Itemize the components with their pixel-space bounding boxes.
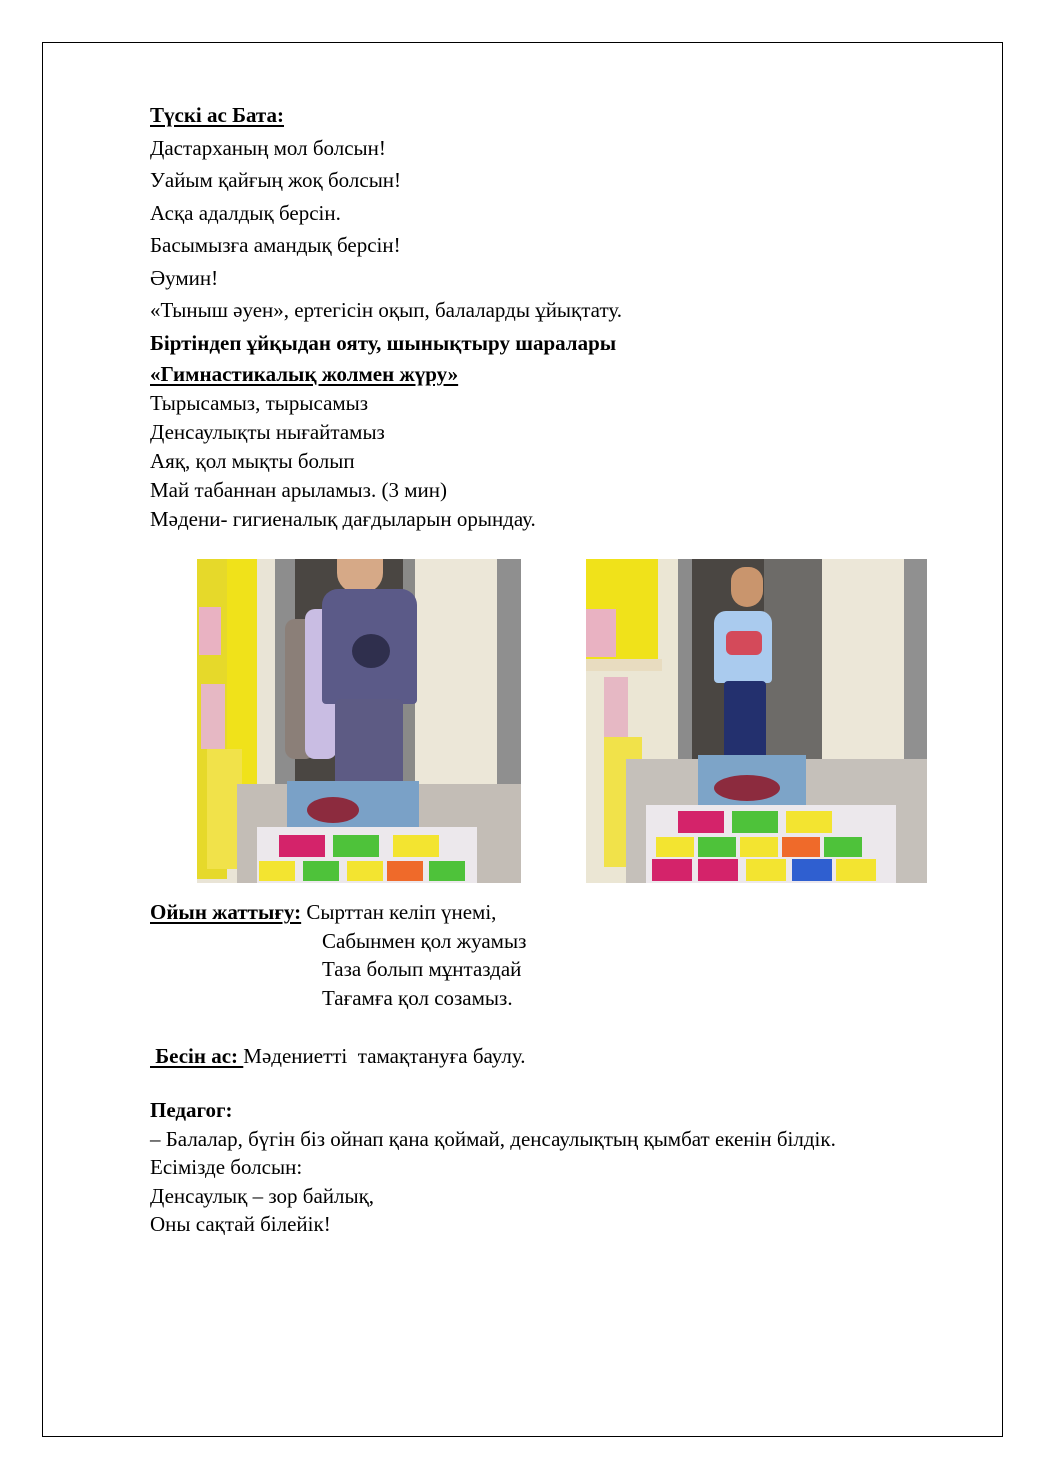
- lunch-line: Уайым қайғың жоқ болсын!: [150, 168, 402, 192]
- teacher-line: – Балалар, бүгін біз ойнап қана қоймай, денсаулықтың қымбат екенін білдік.: [150, 1126, 836, 1151]
- wakeup-subheading: «Гимнастикалық жолмен жүру»: [150, 361, 459, 386]
- snack-text: Мәдениетті тамақтануға баулу.: [243, 1044, 526, 1068]
- lunch-line: Асқа адалдық берсін.: [150, 200, 341, 225]
- game-line: Таза болып мұнтаздай: [322, 957, 522, 981]
- game-line: Сабынмен қол жуамыз: [322, 928, 527, 953]
- teacher-section: [150, 1096, 836, 1239]
- photo-girl-walking: [197, 559, 521, 883]
- teacher-line: Оны сақтай білейік!: [150, 1212, 331, 1236]
- game-heading: Ойын жаттығу:: [150, 900, 302, 924]
- wakeup-line: Май табаннан арыламыз. (3 мин): [150, 477, 447, 502]
- wakeup-line: Денсаулықты нығайтамыз: [150, 419, 385, 444]
- lunch-line: Әумин!: [150, 265, 219, 290]
- game-line: Тағамға қол созамыз.: [322, 985, 513, 1010]
- photo-boy-walking: [586, 559, 927, 883]
- wakeup-line: Тырысамыз, тырысамыз: [150, 390, 369, 415]
- wakeup-line: Аяқ, қол мықты болып: [150, 448, 355, 473]
- teacher-line: Есімізде болсын:: [150, 1155, 303, 1179]
- lunch-heading: Түскі ас Бата:: [150, 103, 284, 127]
- lunch-line: «Тыныш әуен», ертегісін оқып, балаларды ұйықтату.: [150, 298, 622, 322]
- lunch-section: [150, 99, 622, 327]
- snack-section: [150, 1040, 526, 1073]
- wakeup-heading: Біртіндеп ұйқыдан ояту, шынықтыру шаралары: [150, 331, 617, 355]
- wakeup-section: [150, 327, 616, 534]
- snack-heading: Бесін ас:: [150, 1044, 244, 1068]
- lunch-line: Басымызға амандық берсін!: [150, 233, 401, 257]
- teacher-line: Денсаулық – зор байлық,: [150, 1183, 375, 1208]
- game-line: Сырттан келіп үнемі,: [306, 900, 497, 924]
- teacher-heading: Педагог:: [150, 1098, 233, 1122]
- lunch-line: Дастарханың мол болсын!: [150, 135, 386, 160]
- game-section: [150, 898, 526, 1012]
- wakeup-line: Мәдени- гигиеналық дағдыларын орындау.: [150, 506, 536, 531]
